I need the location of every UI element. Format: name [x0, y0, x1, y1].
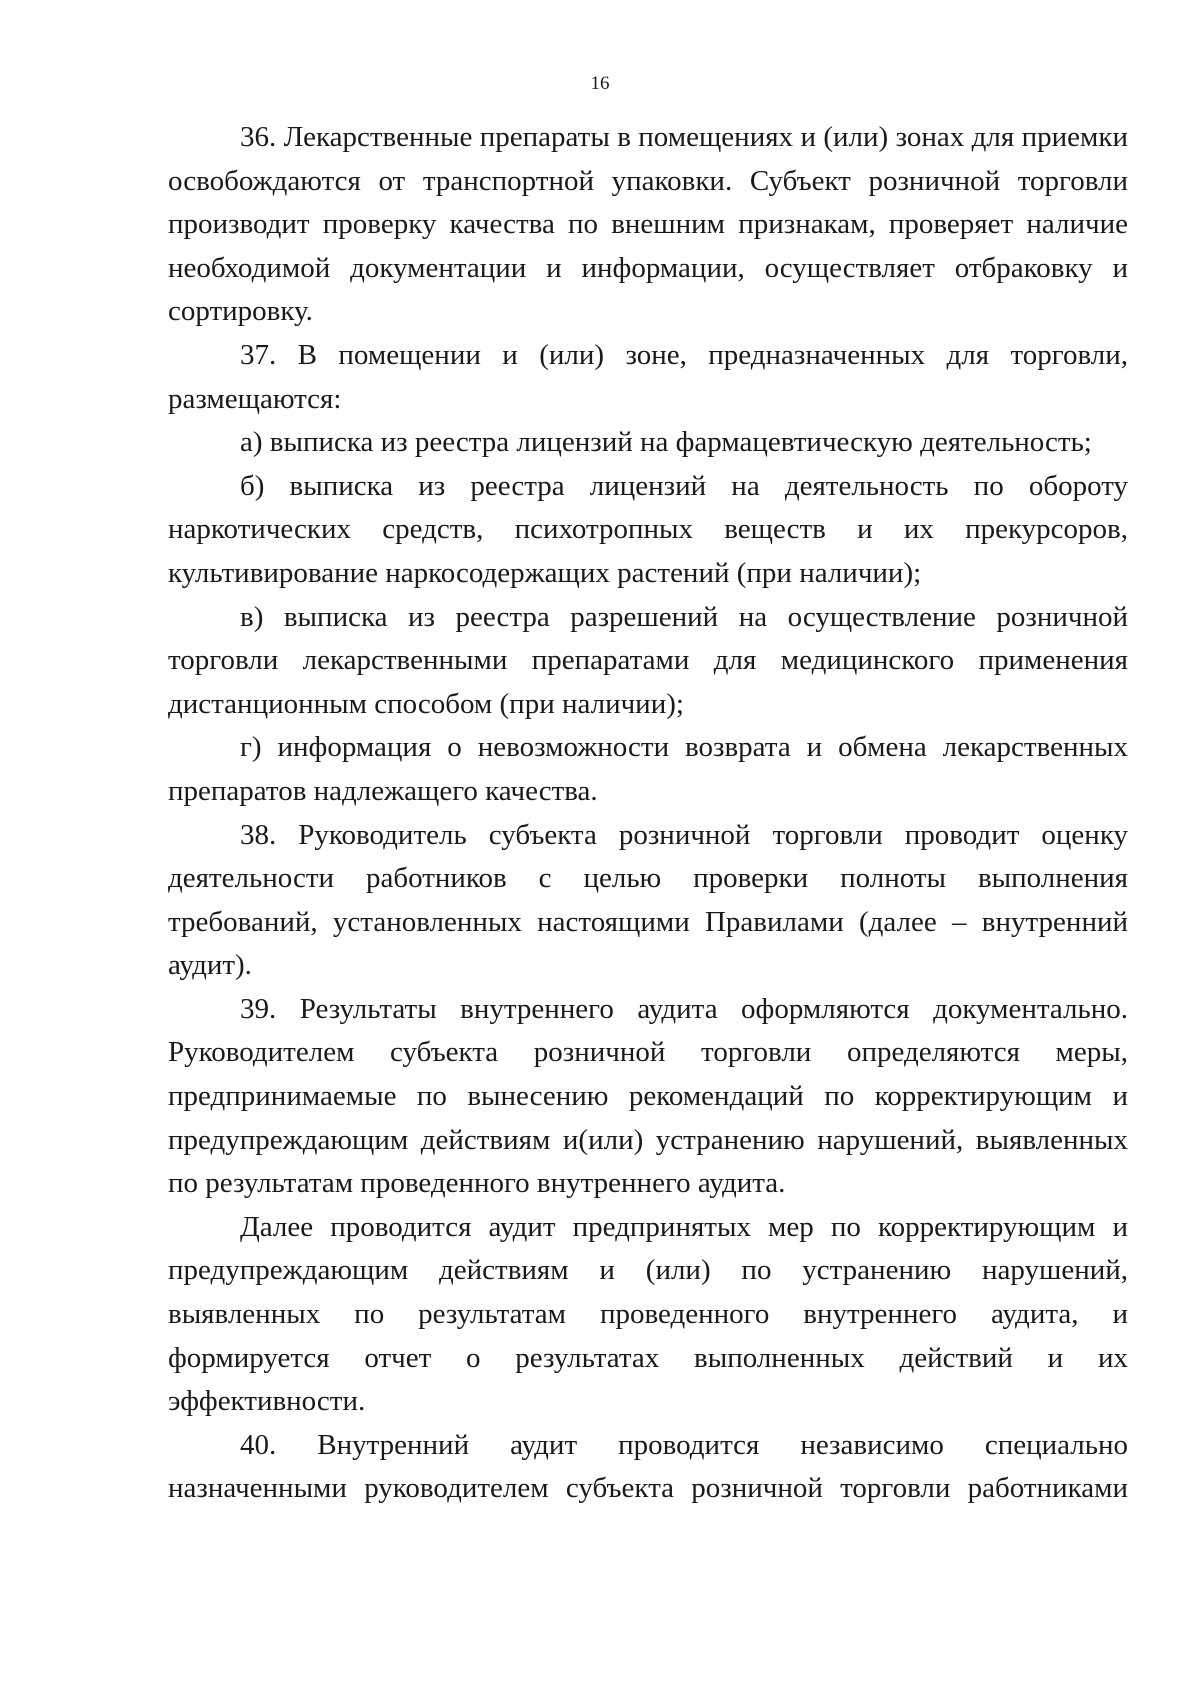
paragraph-39-continued: Далее проводится аудит предпринятых мер по корректирующим и предупреждающим действиям и (или) по устранению нарушений, выявленных по результатам проведенного внутреннего аудита, и формируется отчет о результатах выполненных действий и их эффективности.: [168, 1210, 1128, 1418]
paragraph-39: 39. Результаты внутреннего аудита оформляются документально. Руководителем субъекта розничной торговли определяются меры, предпринимаемые по вынесению рекомендаций по корректирующим и предупреждающим действиям и(или) устранению нарушений, выявленных по результатам проведенного внутреннего аудита.: [168, 992, 1128, 1200]
paragraph-36: 36. Лекарственные препараты в помещениях и (или) зонах для приемки освобождаются от транспортной упаковки. Субъект розничной торговли производит проверку качества по внешним признакам, проверяет наличие необходимой документации и информации, осуществляет отбраковку и сортировку.: [168, 121, 1128, 328]
list-item-v: в) выписка из реестра разрешений на осуществление розничной торговли лекарственными препаратами для медицинского применения дистанционным способом (при наличии);: [168, 600, 1128, 720]
paragraph-38: 38. Руководитель субъекта розничной торговли проводит оценку деятельности работников с целью проверки полноты выполнения требований, установленных настоящими Правилами (далее – внутренний аудит).: [168, 818, 1128, 982]
list-item-b: б) выписка из реестра лицензий на деятельность по обороту наркотических средств, психотропных веществ и их прекурсоров, культивирование наркосодержащих растений (при наличии);: [168, 469, 1128, 589]
document-body: [168, 116, 1128, 1511]
page-number: 16: [590, 73, 610, 94]
paragraph-37: 37. В помещении и (или) зоне, предназначенных для торговли, размещаются:: [168, 338, 1128, 415]
list-item-a: а) выписка из реестра лицензий на фармацевтическую деятельность;: [240, 426, 1092, 459]
paragraph-40: 40. Внутренний аудит проводится независимо специально назначенными руководителем субъекта розничной торговли работниками: [168, 1428, 1128, 1505]
list-item-g: г) информация о невозможности возврата и обмена лекарственных препаратов надлежащего качества.: [168, 731, 1128, 807]
